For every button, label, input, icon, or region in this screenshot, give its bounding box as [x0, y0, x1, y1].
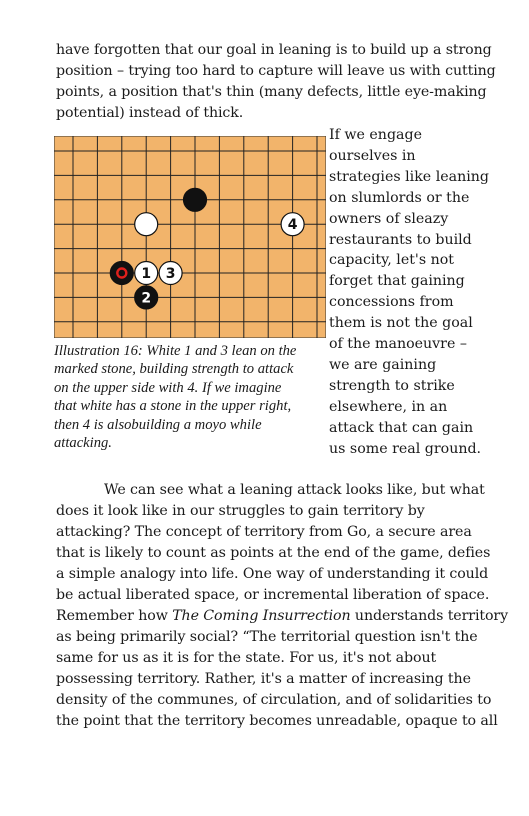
- text-line: same for us as it is for the state. For us, it's not about: [56, 650, 437, 666]
- go-board-diagram: [54, 136, 326, 338]
- text-line: possessing territory. Rather, it's a matter of increasing the: [56, 671, 471, 687]
- go-board: [54, 136, 326, 338]
- caption-line: that white has a stone in the upper right,: [54, 398, 292, 415]
- text-line: strategies like leaning: [329, 168, 489, 185]
- white-stone: [281, 213, 304, 236]
- text-line: forget that gaining: [329, 273, 465, 290]
- bottom-paragraph: [56, 480, 509, 732]
- stone-number-label: 2: [141, 290, 152, 307]
- text-line: have forgotten that our goal in leaning is to build up a strong: [56, 42, 492, 58]
- text-line: owners of sleazy: [329, 210, 449, 227]
- illustration-caption: [54, 342, 322, 452]
- text-line: of the manoeuvre –: [329, 336, 467, 353]
- text-line: them is not the goal: [329, 315, 473, 332]
- caption-line: Illustration 16: White 1 and 3 lean on the: [54, 343, 297, 359]
- stone-disc: [110, 262, 133, 285]
- text-line: [56, 606, 509, 627]
- text-line: [56, 480, 485, 501]
- white-stone: [135, 213, 158, 236]
- text-line: we are gaining: [329, 356, 437, 373]
- caption-line: attacking.: [54, 435, 112, 452]
- stone-disc: [135, 213, 158, 236]
- text-line: elsewhere, in an: [329, 398, 448, 415]
- text-line: capacity, let's not: [329, 252, 454, 269]
- text-line: points, a position that's thin (many defects, little eye-making: [56, 84, 487, 100]
- stone-disc: [184, 188, 207, 211]
- white-stone: [135, 262, 158, 285]
- text-line: density of the communes, of circulation, and of solidarities to: [56, 692, 492, 708]
- text-line: that is likely to count as points at the end of the game, defies: [56, 545, 491, 561]
- text-line: potential) instead of thick.: [56, 105, 244, 121]
- stone-number-label: 4: [287, 217, 298, 234]
- text-line: a simple analogy into life. One way of understanding it could: [56, 566, 489, 582]
- text-line: restaurants to build: [329, 231, 472, 248]
- text-line: as being primarily social? “The territorial question isn't the: [56, 629, 478, 645]
- text-line: attack that can gain: [329, 419, 474, 436]
- text-line: concessions from: [329, 294, 454, 311]
- text-line: the point that the territory becomes unreadable, opaque to all: [56, 713, 498, 729]
- caption-line: then 4 is alsobuilding a moyo while: [54, 416, 262, 433]
- caption-line: on the upper side with 4. If we imagine: [54, 379, 282, 396]
- white-stone: [159, 262, 182, 285]
- text-line: attacking? The concept of territory from Go, a secure area: [56, 524, 472, 540]
- text-line: be actual liberated space, or incremental liberation of space.: [56, 587, 490, 603]
- text-line-content: We can see what a leaning attack looks like, but what: [104, 482, 485, 498]
- black-stone: [135, 286, 158, 309]
- top-paragraph: [56, 40, 496, 124]
- text-line: position – trying too hard to capture will leave us with cutting: [56, 63, 496, 79]
- black-stone: [184, 188, 207, 211]
- text-line-start: Remember how: [56, 608, 173, 624]
- text-line: does it look like in our struggles to gain territory by: [56, 503, 425, 519]
- text-line: If we engage: [329, 127, 422, 143]
- text-line: strength to strike: [329, 377, 455, 394]
- stone-number-label: 1: [141, 266, 152, 282]
- caption-line: marked stone, building strength to attack: [54, 361, 294, 378]
- side-column-text: [329, 125, 489, 460]
- text-line: on slumlords or the: [329, 189, 470, 206]
- illustration-figure: [54, 136, 326, 452]
- text-line: ourselves in: [329, 147, 416, 164]
- text-line: us some real ground.: [329, 440, 482, 457]
- text-line-end: understands territory: [350, 608, 509, 624]
- board-background: [54, 136, 326, 338]
- black-stone: [110, 262, 133, 285]
- book-title: The Coming Insurrection: [172, 608, 351, 624]
- stone-number-label: 3: [165, 266, 176, 282]
